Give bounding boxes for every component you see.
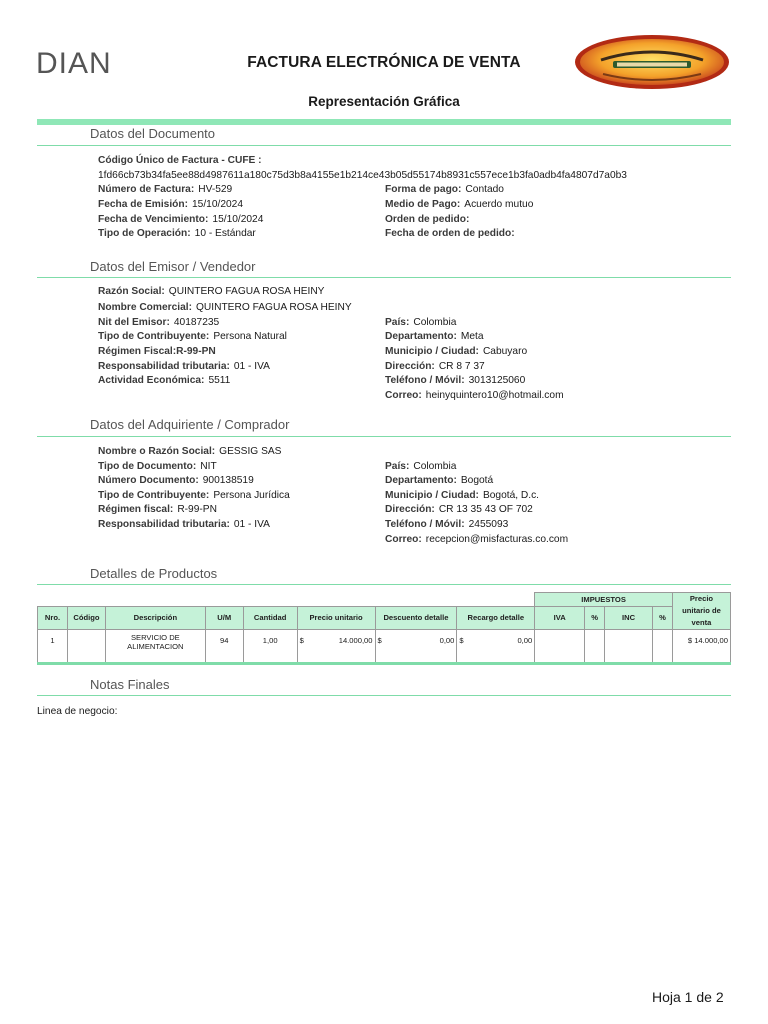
emisor-responsabilidad: Responsabilidad tributaria: 01 - IVA (98, 361, 270, 372)
company-logo (573, 34, 731, 90)
emisor-nombre-comercial: Nombre Comercial: QUINTERO FAGUA ROSA HEINY (98, 302, 352, 313)
tipo-operacion: Tipo de Operación: 10 - Estándar (98, 228, 256, 239)
section-title-documento: Datos del Documento (90, 126, 216, 141)
cell-iva (535, 630, 585, 664)
emisor-correo: Correo: heinyquintero10@hotmail.com (385, 390, 564, 401)
section-title-adquiriente: Datos del Adquiriente / Comprador (90, 417, 290, 432)
adq-departamento: Departamento: Bogotá (385, 475, 494, 486)
cell-nro: 1 (38, 630, 68, 664)
cell-codigo (67, 630, 105, 664)
cell-cantidad: 1,00 (243, 630, 297, 664)
section-title-emisor: Datos del Emisor / Vendedor (90, 259, 256, 274)
adq-telefono: Teléfono / Móvil: 2455093 (385, 519, 509, 530)
section-divider (37, 584, 731, 585)
adq-municipio: Municipio / Ciudad: Bogotá, D.c. (385, 490, 540, 501)
col-inc: INC (605, 606, 653, 629)
adq-tipo-documento: Tipo de Documento: NIT (98, 461, 217, 472)
emisor-departamento: Departamento: Meta (385, 331, 484, 342)
medio-pago: Medio de Pago: Acuerdo mutuo (385, 199, 534, 210)
emisor-telefono: Teléfono / Móvil: 3013125060 (385, 375, 526, 386)
fecha-vencimiento: Fecha de Vencimiento: 15/10/2024 (98, 214, 264, 225)
emisor-actividad: Actividad Económica: 5511 (98, 375, 231, 386)
forma-pago: Forma de pago: Contado (385, 184, 504, 195)
emisor-direccion: Dirección: CR 8 7 37 (385, 361, 485, 372)
header-impuestos: IMPUESTOS (535, 593, 673, 607)
cell-precio-venta: $ 14.000,00 (672, 630, 730, 664)
adq-numero-documento: Número Documento: 900138519 (98, 475, 254, 486)
adq-tipo-contribuyente: Tipo de Contribuyente: Persona Jurídica (98, 490, 290, 501)
col-descuento: Descuento detalle (375, 606, 457, 629)
col-iva-pct: % (585, 606, 605, 629)
col-inc-pct: % (652, 606, 672, 629)
section-title-notas: Notas Finales (90, 677, 170, 692)
products-table (37, 592, 731, 665)
orden-pedido: Orden de pedido: (385, 214, 470, 225)
emisor-municipio: Municipio / Ciudad: Cabuyaro (385, 346, 528, 357)
col-iva: IVA (535, 606, 585, 629)
col-recargo: Recargo detalle (457, 606, 535, 629)
table-row (38, 630, 731, 664)
cell-iva-pct (585, 630, 605, 664)
emisor-tipo-contribuyente: Tipo de Contribuyente: Persona Natural (98, 331, 287, 342)
fecha-orden-pedido: Fecha de orden de pedido: (385, 228, 515, 239)
cufe-label: Código Único de Factura - CUFE : (98, 155, 262, 166)
section-divider (37, 436, 731, 437)
adq-responsabilidad: Responsabilidad tributaria: 01 - IVA (98, 519, 270, 530)
col-codigo: Código (67, 606, 105, 629)
fecha-emision: Fecha de Emisión: 15/10/2024 (98, 199, 244, 210)
document-subtitle: Representación Gráfica (308, 94, 460, 109)
cell-descuento: $ 0,00 (375, 630, 457, 664)
emisor-pais: País: Colombia (385, 317, 457, 328)
emisor-regimen-fiscal: Régimen Fiscal:R-99-PN (98, 346, 216, 357)
section-divider (37, 695, 731, 696)
section-bar (37, 119, 731, 125)
cell-precio-unitario: $ 14.000,00 (297, 630, 375, 664)
document-title: FACTURA ELECTRÓNICA DE VENTA (247, 54, 521, 71)
cell-recargo: $ 0,00 (457, 630, 535, 664)
adq-regimen-fiscal: Régimen fiscal: R-99-PN (98, 504, 217, 515)
section-divider (37, 145, 731, 146)
page-number: Hoja 1 de 2 (652, 989, 724, 1005)
section-title-productos: Detalles de Productos (90, 566, 218, 581)
adq-direccion: Dirección: CR 13 35 43 OF 702 (385, 504, 533, 515)
cell-um: 94 (205, 630, 243, 664)
col-descripcion: Descripción (105, 606, 205, 629)
adq-pais: País: Colombia (385, 461, 457, 472)
emisor-razon-social: Razón Social: QUINTERO FAGUA ROSA HEINY (98, 286, 325, 297)
col-precio-unitario: Precio unitario (297, 606, 375, 629)
col-nro: Nro. (38, 606, 68, 629)
svg-text:DIAN: DIAN (36, 48, 112, 76)
cell-descripcion: SERVICIO DE ALIMENTACION (105, 630, 205, 664)
numero-factura: Número de Factura: HV-529 (98, 184, 233, 195)
emisor-nit: Nit del Emisor: 40187235 (98, 317, 220, 328)
header-precio-venta: Precio unitario de venta (672, 593, 730, 630)
linea-negocio-label: Linea de negocio: (37, 706, 118, 717)
adq-correo: Correo: recepcion@misfacturas.co.com (385, 534, 569, 545)
cell-inc (605, 630, 653, 664)
col-um: U/M (205, 606, 243, 629)
adq-nombre: Nombre o Razón Social: GESSIG SAS (98, 446, 282, 457)
cufe-value: 1fd66cb73b34fa5ee88d4987611a180c75d3b8a4155e1b214ce43b05d55174b8931c557ece1b3fa0adb4fa4807d7a0b3 (98, 170, 627, 181)
section-divider (37, 277, 731, 278)
col-cantidad: Cantidad (243, 606, 297, 629)
cell-inc-pct (652, 630, 672, 664)
